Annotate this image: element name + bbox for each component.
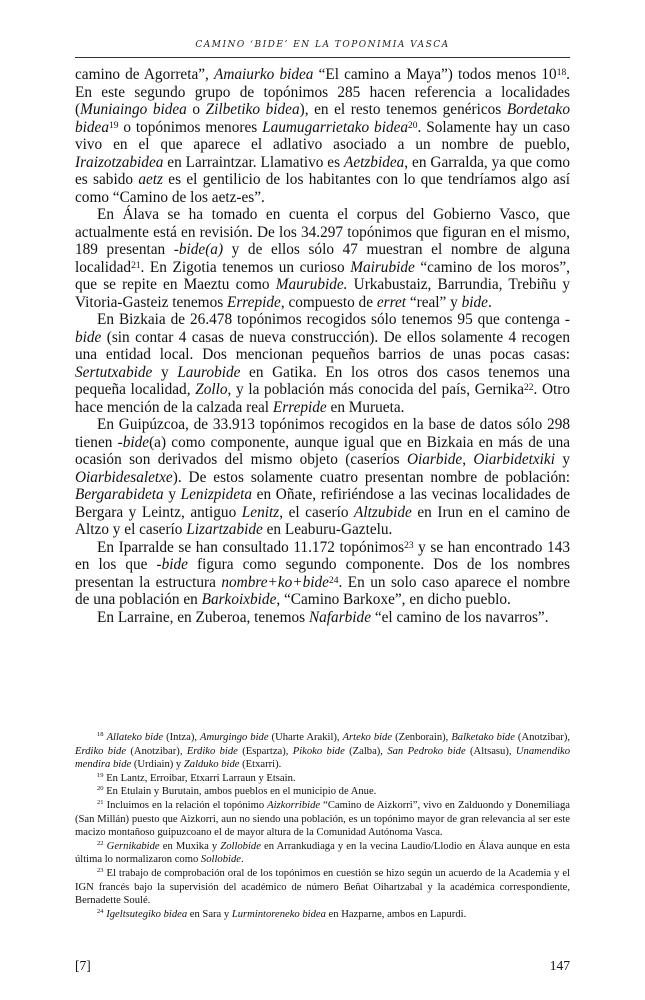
footnotes [75,731,570,921]
text-run: en Murueta. [326,398,405,416]
paragraph [75,66,570,206]
text-run: en Arrankudiaga y en la vecina Laudio/Llodio en Álava aunque en esta última lo normalizaron como [75,840,570,866]
italic-term: Amurgingo bide [200,732,269,743]
text-run: “Camino de Aizkorri”, vivo en Zalduondo y Donemiliaga (San Millán) puesto que Aizkorri, aun no siendo una población, es un topónimo mayor de gran relevancia al ser este macizo montañoso guipuzcoano el de mayor altura de la Comunidad Autónoma Vasca. [75,799,570,839]
text-run: , [462,451,474,468]
text-run: en Irun en el camino de Altzo y el caserío [75,503,571,538]
italic-term: Gernikabide [106,840,160,852]
italic-term: Iraizotzabidea [75,153,164,171]
text-run: en Muxika y [159,840,221,852]
paragraph [75,416,570,539]
text-run: (Uharte Arakil), [268,732,343,743]
italic-term: Pikoko bide [292,745,345,757]
text-run: en Hazparne, ambos en Lapurdi. [325,908,467,920]
text-run: en Oñate, refiriéndose a las vecinas localidades de Bergara y Leintz, antiguo [75,486,571,521]
text-run: (Urdiain) y [131,759,184,771]
italic-term: Unamendiko mendira bide [75,745,571,771]
footnote-ref: 22 [97,839,104,847]
text-run: (Zenborain), [392,732,452,743]
text-run: , “Camino Barkoxe”, en dicho pueblo. [276,591,511,608]
footnote-ref: 20 [408,120,418,131]
italic-term: Balketako bide [451,732,515,743]
italic-term: Muniaingo bidea [80,101,187,118]
italic-term: bide(a) [178,241,224,258]
paragraph [75,539,570,609]
italic-term: Nafarbide [308,608,371,626]
footnote-ref: 24 [97,907,104,915]
italic-term: Errepide [227,293,281,311]
footnote [75,785,570,799]
text-run: “El camino a Maya”) todos menos 10 [313,66,557,83]
italic-term: bide [75,328,102,346]
text-run: y [152,363,178,381]
text-run: . [487,293,492,311]
text-run: “camino de los moros”, que se repite en Maeztu como [75,258,570,293]
text-run: ). De estos solamente cuatro presentan nombre de población: [172,468,570,486]
footnote-ref: 19 [109,120,119,131]
footnote-ref: 24 [328,575,339,586]
italic-term: Zalduko bide [183,759,240,771]
page-number: 147 [549,958,570,973]
text-run: En Lantz, Erroibar, Etxarri Larraun y Etsain. [103,772,296,784]
paragraph [75,311,570,416]
text-run: (sin contar 4 casas de nueva construcción). De ellos solamente 4 recogen una entidad local. Dos mencionan pequeños barrios de unas pocas casas: [75,328,570,363]
italic-term: Lenitz [241,503,280,521]
paragraph [75,206,570,311]
text-run: “el camino de los navarros”. [371,608,549,626]
italic-term: Allateko bide [106,732,164,743]
italic-term: Sertutxabide [75,363,153,381]
footnote [75,799,570,840]
italic-term: Maurubide. [275,276,348,293]
italic-term: Oiarbidetxiki [473,451,555,468]
italic-term: bide [161,556,188,573]
text-run: Urkabustaiz, Barrundia, Trebiñu y Vitoria-Gasteiz tenemos [75,276,570,311]
text-run: o [186,101,206,118]
italic-term: Altzubide [354,503,412,521]
header-rule [75,57,570,58]
italic-term: Igeltsutegiko bidea [106,908,188,920]
italic-term: San Pedroko bide [387,745,466,757]
italic-term: bide [122,433,150,451]
text-run: en Leaburu-Gaztelu. [262,521,393,538]
italic-term: Sollobide [200,854,241,866]
text-run: y se han encontrado 143 en los que - [75,538,570,573]
italic-term: Erdiko bide [186,745,238,757]
section-number: [7] [75,958,91,973]
italic-term: Amaiurko bidea [214,66,314,83]
italic-term: Laurobide [177,363,241,381]
italic-term: Lenizpideta [180,486,253,503]
italic-term: erret [376,293,406,311]
text-run: (Anotzibar), [514,732,570,743]
italic-term: aetz [138,171,163,188]
text-run: “real” y [406,293,462,311]
italic-term: Oiarbidesaletxe [75,468,173,486]
text-run: y [554,451,570,468]
text-run: (Anotzibar), [126,745,187,757]
italic-term: Aizkorribide [267,799,321,811]
footnote [75,867,570,908]
text-run: El trabajo de comprobación oral de los topónimos en cuestión se hizo según un acuerdo de la Academia y el IGN francés bajo la supervisión del académico de número Beñat Oihartzabal y la académica correspondiente, Bernadette Soulé. [75,867,570,907]
paragraph [75,609,570,627]
footnote-ref: 18 [556,68,567,78]
text-run: figura como segundo componente. Dos de los nombres presentan la estructura [75,556,570,591]
text-run: . [240,854,244,866]
text-run: es el gentilicio de los habitantes con lo que tendríamos algo así como “Camino de los aetz-es”. [75,171,570,206]
footnote [75,840,570,867]
italic-term: Lurmintoreneko bidea [231,908,326,920]
italic-term: Zilbetiko bidea [205,101,300,118]
text-run: (Intza), [163,732,201,743]
running-head: CAMINO ‘BIDE’ EN LA TOPONIMIA VASCA [195,40,450,50]
footnote [75,908,570,922]
italic-term: Erdiko bide [75,745,127,757]
text-run: , compuesto de [280,293,377,311]
text-run: (Zalba), [344,745,388,757]
footnote-ref: 18 [97,731,104,738]
footnote-ref: 23 [404,540,414,551]
text-run: (Altsasu), [465,745,516,757]
italic-term: Arteko bide [342,732,393,743]
italic-term: Laumugarrietako bidea [262,118,409,136]
text-run: En Álava se ha tomado en cuenta el corpus del Gobierno Vasco, que actualmente está en revisión. De los 34.297 topónimos que figuran en el mismo, 189 presentan - [75,206,570,258]
italic-term: Zollobide [220,840,261,852]
text-run: En Bizkaia de 26.478 topónimos recogidos sólo tenemos 95 que contenga - [97,311,570,328]
italic-term: nombre+ko+bide [221,573,329,591]
text-run: y de ellos sólo 47 muestran el nombre de alguna localidad [75,241,570,276]
footnote-ref: 20 [97,785,104,793]
text-run: En Larraine, en Zuberoa, tenemos [97,608,309,626]
text-run: . En un solo caso aparece el nombre de una población en [75,573,570,608]
text-run: Incluimos en la relación el topónimo [103,799,268,811]
text-run: o topónimos menores [118,118,263,136]
footnote-ref: 23 [97,866,104,874]
text-run: camino de Agorreta”, [75,66,214,83]
text-run: ), en el resto tenemos genéricos [299,101,507,118]
text-run: . En Zigotia tenemos un curioso [140,258,351,276]
text-run: y [163,486,181,503]
italic-term: Bergarabideta [75,486,164,503]
text-run: . Solamente hay un caso vivo en el que aparece el adlativo asociado a un nombre de pueblo, [75,118,570,153]
footnote-ref: 21 [97,798,104,806]
text-run: En Guipúzcoa, de 33.913 topónimos recogidos en la base de datos sólo 298 tienen - [75,416,570,451]
italic-term: Bordetako bidea [75,101,570,136]
footnote-ref: 19 [97,771,104,779]
footnote [75,772,570,786]
footnote-ref: 22 [524,383,534,393]
text-run: En Iparralde se han consultado 11.172 topónimos [97,538,405,556]
italic-term: bide [461,293,488,311]
italic-term: Barkoixbide [201,591,277,608]
italic-term: Oiarbide [406,451,463,468]
footnote-ref: 21 [131,260,141,271]
italic-term: Aetzbidea [343,153,405,171]
text-run: en Gatika. En los otros dos casos tenemos una pequeña localidad, [75,363,570,398]
italic-term: Zollo [195,381,228,398]
italic-term: Mairubide [350,258,415,276]
text-run: . En este segundo grupo de topónimos 285 hacen referencia a localidades ( [75,66,570,118]
text-run: en Larraintzar. Llamativo es [163,153,344,171]
text-run: en Sara y [187,908,232,920]
text-run: , en Garralda, ya que como es sabido [75,153,570,188]
text-run: (Etxarri). [239,759,282,771]
text-run: En Etulain y Burutain, ambos pueblos en el municipio de Anue. [103,786,377,798]
text-run: . Otro hace mención de la calzada real [75,381,571,416]
text-run: , el caserío [279,503,355,521]
italic-term: Lizartzabide [186,521,263,538]
main-text [75,66,570,626]
text-run: (Espartza), [237,745,293,757]
footnote [75,731,570,772]
italic-term: Errepide [272,398,327,416]
text-run: , y la población más conocida del país, Gernika [227,381,524,398]
text-run: (a) como componente, aunque igual que en Bizkaia en más de una ocasión son derivados del mismo objeto (caseríos [75,433,571,468]
